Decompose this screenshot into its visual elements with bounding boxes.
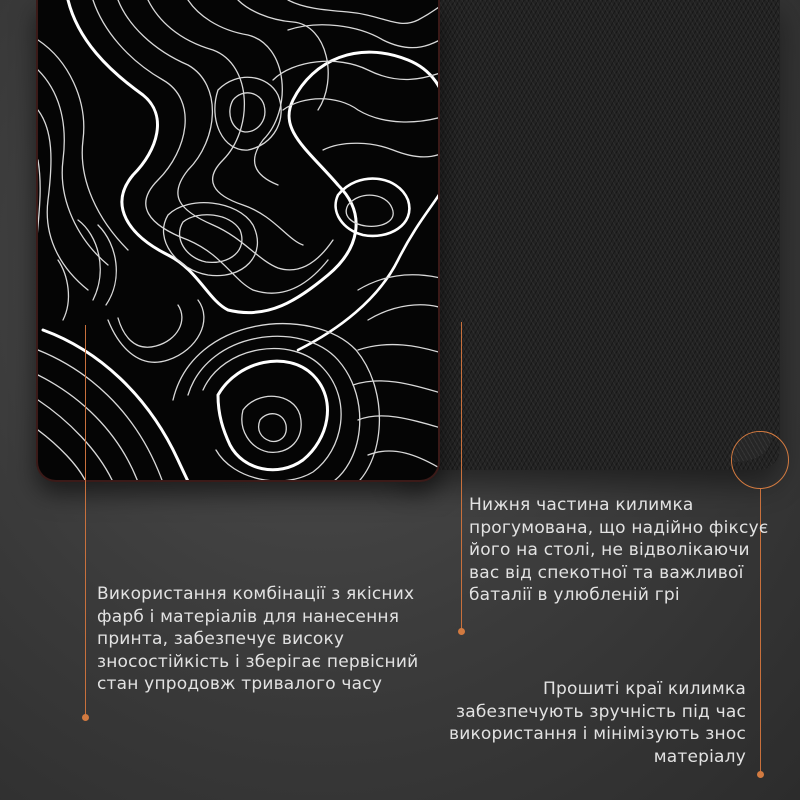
print-callout-dot <box>82 714 89 721</box>
mousepad-printed-surface <box>36 0 440 482</box>
base-callout-line <box>461 322 462 631</box>
stitched-edges-note: Прошиті краї килимка забезпечують зручність під час використання і мінімізують знос матеріалу <box>448 679 746 767</box>
topographic-pattern <box>38 0 440 482</box>
stitched-edge-highlight <box>731 431 789 489</box>
print-quality-note: Використання комбінації з якісних фарб і матеріалів для нанесення принта, забезпечує високу зносостійкість і зберігає первісний стан упродовж тривалого часу <box>97 584 419 694</box>
edge-callout-dot <box>757 771 764 778</box>
base-callout-dot <box>458 628 465 635</box>
rubber-base-note: Нижня частина килимка прогумована, що надійно фіксує його на столі, не відволікаючи вас від спекотної та важливої баталії в улюбленій грі <box>469 495 769 605</box>
print-callout-line <box>85 325 86 717</box>
mousepad-rubber-base <box>400 0 780 470</box>
